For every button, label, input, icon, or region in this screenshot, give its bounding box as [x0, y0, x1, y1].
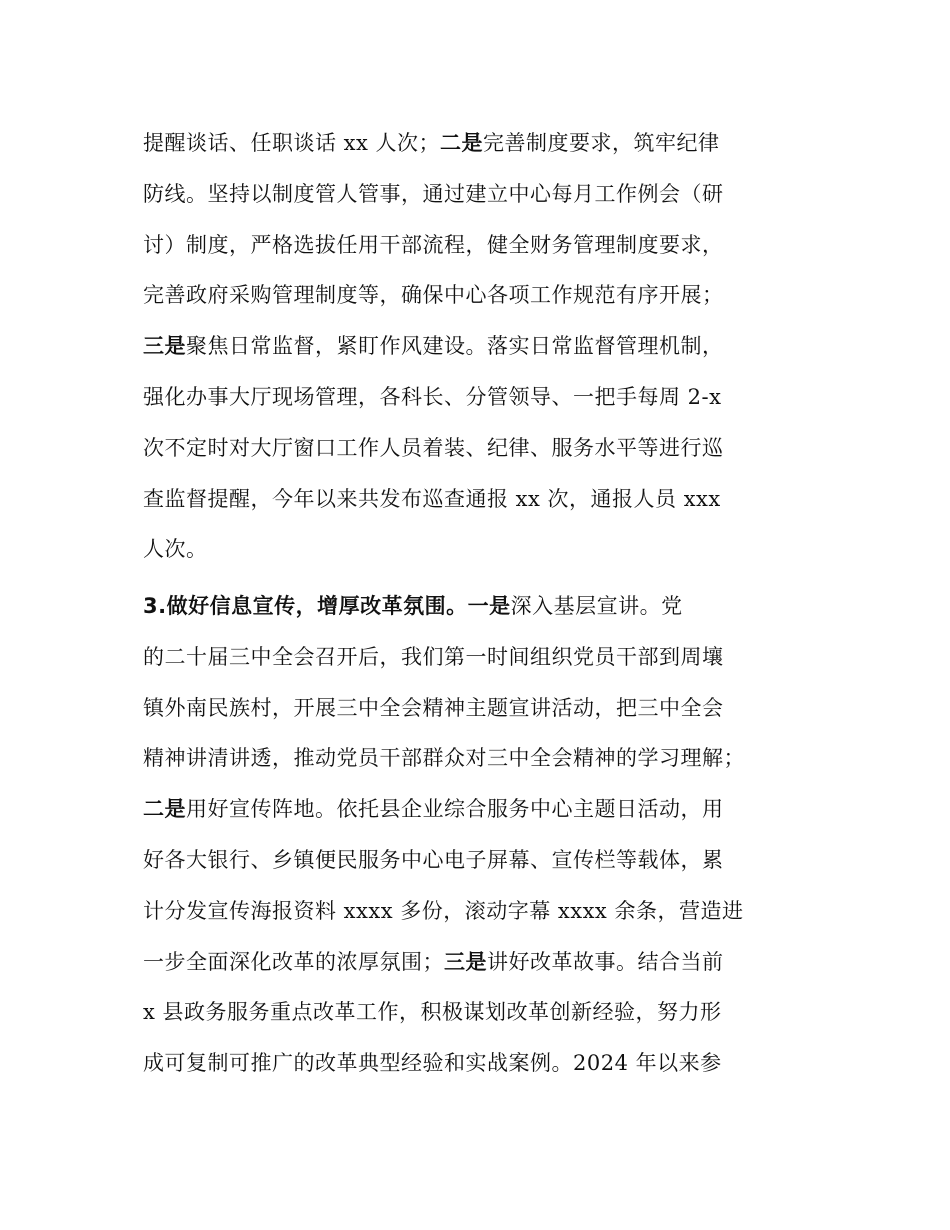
text-run: 一步全面深化改革的浓厚氛围；	[143, 949, 444, 974]
text-run: 完善制度要求，筑牢纪律	[483, 131, 720, 155]
text-line	[143, 331, 724, 361]
text-run: 的二十届三中全会召开后，我们第一时间组织党员干部到周壤	[143, 644, 724, 669]
text-run: 好各大银行、乡镇便民服务中心电子屏幕、宣传栏等载体，累	[143, 848, 724, 872]
text-line	[143, 433, 724, 463]
text-line	[143, 1048, 722, 1078]
bold-text-run: 三是	[444, 949, 487, 974]
text-line	[143, 997, 722, 1027]
text-line	[143, 845, 724, 875]
bold-text-run: 二是	[143, 797, 186, 822]
text-run: 次不定时对大厅窗口工作人员着装、纪律、服务水平等进行巡	[143, 435, 724, 460]
text-line	[143, 280, 724, 310]
text-run: 查监督提醒，今年以来共发布巡查通报 xx 次，通报人员 xxx	[143, 486, 721, 511]
bold-text-run: 三是	[143, 334, 186, 359]
text-run: x 县政务服务重点改革工作，积极谋划改革创新经验，努力形	[143, 1000, 722, 1025]
text-run: 完善政府采购管理制度等，确保中心各项工作规范有序开展；	[143, 283, 724, 308]
text-run: 深入基层宣讲。党	[510, 594, 683, 618]
text-line	[143, 591, 683, 621]
text-run: 讲好改革故事。结合当前	[487, 949, 724, 974]
text-run: 防线。坚持以制度管人管事，通过建立中心每月工作例会（研	[143, 181, 724, 206]
text-run: 用好宣传阵地。依托县企业综合服务中心主题日活动，用	[186, 797, 724, 822]
text-line	[143, 534, 208, 564]
text-line	[143, 743, 745, 773]
text-run: 镇外南民族村，开展三中全会精神主题宣讲活动，把三中全会	[143, 695, 724, 720]
text-line	[143, 642, 724, 672]
text-line	[143, 896, 743, 926]
text-line	[143, 484, 721, 514]
bold-text-run: 二是	[440, 131, 484, 155]
text-run: 计分发宣传海报资料 xxxx 多份，滚动字幕 xxxx 余条，营造进	[143, 898, 744, 923]
text-line	[143, 794, 724, 824]
bold-text-run: 3.做好信息宣传，增厚改革氛围。一是	[143, 594, 511, 618]
text-line	[143, 179, 724, 209]
text-line	[143, 230, 724, 260]
text-run: 精神讲清讲透，推动党员干部群众对三中全会精神的学习理解；	[143, 746, 745, 771]
text-run: 提醒谈话、任职谈话 xx 人次；	[143, 131, 441, 155]
text-run: 聚焦日常监督，紧盯作风建设。落实日常监督管理机制，	[186, 334, 724, 359]
text-line	[143, 128, 720, 158]
text-run: 强化办事大厅现场管理，各科长、分管领导、一把手每周 2-x	[143, 385, 722, 409]
text-run: 人次。	[143, 537, 208, 562]
text-line	[143, 947, 724, 977]
text-line	[143, 693, 724, 723]
text-run: 成可复制可推广的改革典型经验和实战案例。2024 年以来参	[143, 1051, 722, 1076]
text-run: 讨）制度，严格选拔任用干部流程，健全财务管理制度要求，	[143, 232, 724, 257]
text-line	[143, 382, 721, 412]
